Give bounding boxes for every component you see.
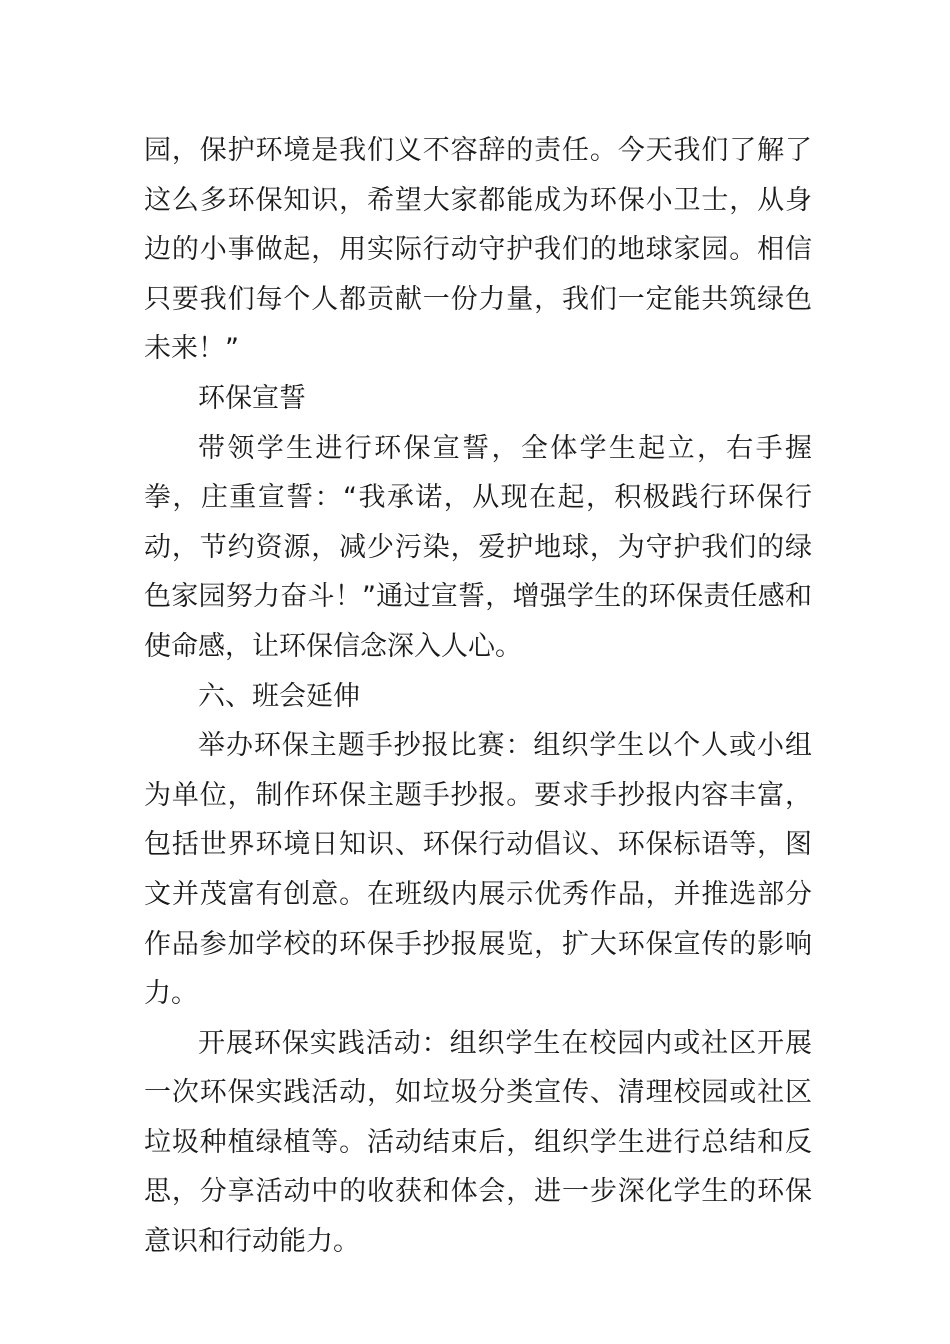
section-heading-pledge: 环保宣誓 [198, 382, 306, 414]
paragraph-poster-contest: 举办环保主题手抄报比赛：组织学生以个人或小组为单位，制作环保主题手抄报。要求手抄报内容丰富，包括世界环境日知识、环保行动倡议、环保标语等，图文并茂富有创意。在班级内展示优秀作品，并推选部分作品参加学校的环保手抄报展览，扩大环保宣传的影响力。 [144, 730, 812, 1010]
paragraph-closing-remarks: 园，保护环境是我们义不容辞的责任。今天我们了解了这么多环保知识，希望大家都能成为环保小卫士，从身边的小事做起，用实际行动守护我们的地球家园。相信只要我们每个人都贡献一份力量，我们一定能共筑绿色未来！” [144, 135, 812, 365]
section-heading-extension: 六、班会延伸 [198, 680, 360, 712]
paragraph-pledge: 带领学生进行环保宣誓，全体学生起立，右手握拳，庄重宣誓：“我承诺，从现在起，积极践行环保行动，节约资源，减少污染，爱护地球，为守护我们的绿色家园努力奋斗！”通过宣誓，增强学生的环保责任感和使命感，让环保信念深入人心。 [144, 432, 812, 662]
document-page [144, 126, 812, 1267]
paragraph-practice-activity: 开展环保实践活动：组织学生在校园内或社区开展一次环保实践活动，如垃圾分类宣传、清理校园或社区垃圾种植绿植等。活动结束后，组织学生进行总结和反思，分享活动中的收获和体会，进一步深化学生的环保意识和行动能力。 [144, 1027, 812, 1258]
